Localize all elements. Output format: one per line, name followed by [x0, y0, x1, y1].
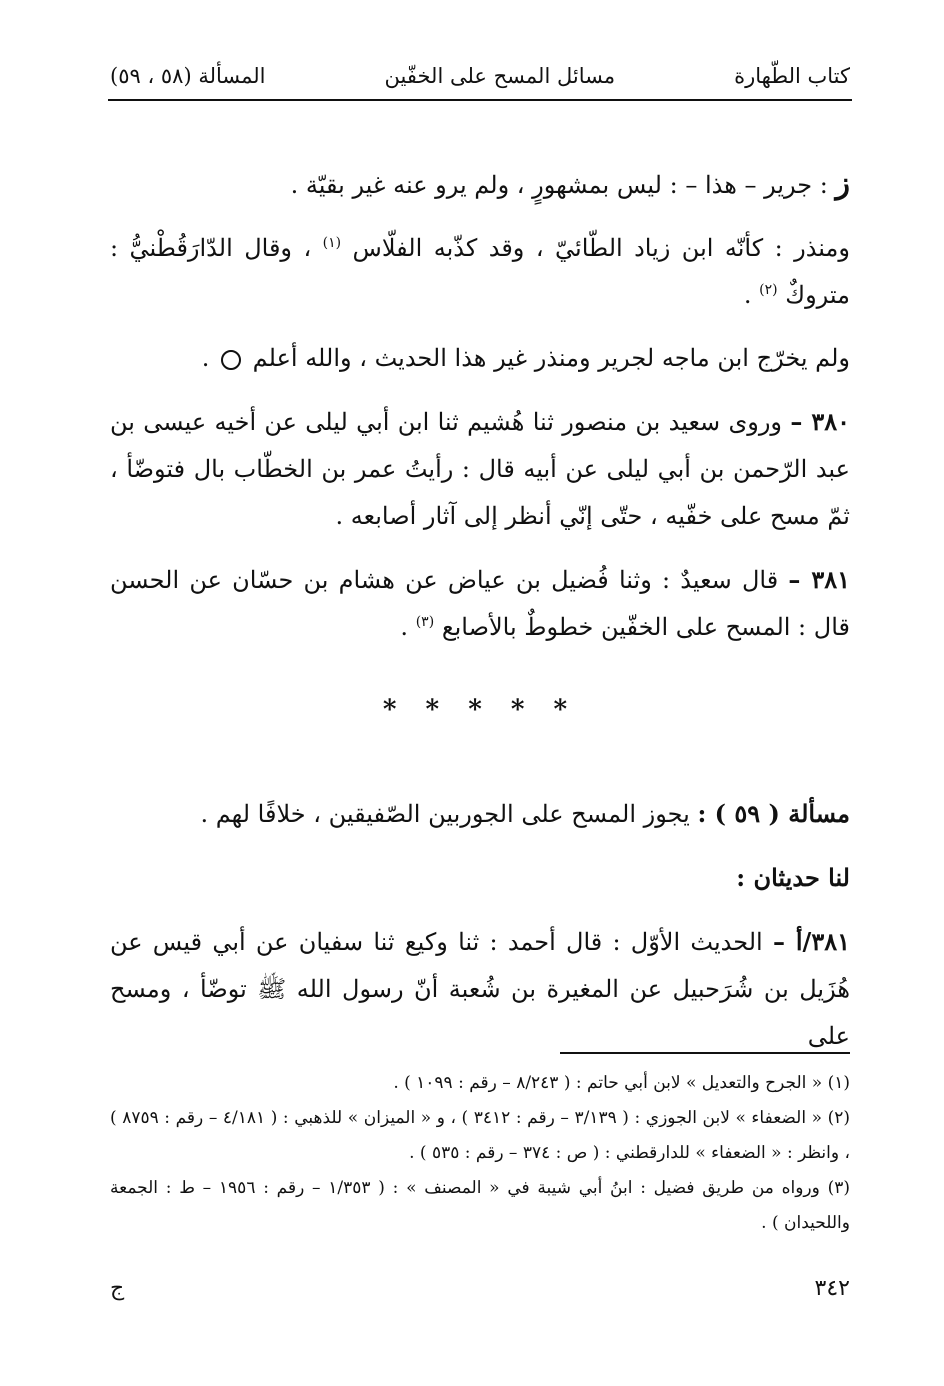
page-number: ٣٤٢: [814, 1275, 850, 1301]
paragraph-zawaid: [110, 160, 850, 209]
paragraph-text: ومنذر : كأنّه ابن زياد الطّائيّ ، وقد كذّبه الفلّاس: [352, 234, 850, 262]
issue-text: يجوز المسح على الجوربين الصّفيقين ، خلافًا لهم .: [200, 800, 690, 828]
footnote-ref-3: (٣): [415, 614, 435, 630]
hadith-number: ٣٨٠ –: [790, 407, 850, 436]
section-separator: * * * * *: [382, 695, 578, 725]
issue-59: [110, 790, 850, 838]
paragraph-text: .: [201, 344, 210, 372]
paragraph-text: .: [743, 281, 752, 309]
header-issue-range: المسألة (٥٨ ، ٥٩): [110, 64, 266, 88]
subheading: لنا حديثان :: [736, 863, 850, 892]
hadith-text: وروى سعيد بن منصور ثنا هُشيم ثنا ابن أبي ليلى عن أخيه عيسى بن عبد الرّحمن بن أبي ليلى عن أبيه قال : رأيتُ عمر بن الخطّاب بال فتوضّأ ، ثمّ مسح على خفّيه ، حتّى إنّي أنظر إلى آثار أصابعه .: [110, 408, 850, 530]
header-book-title: كتاب الطّهارة: [734, 64, 850, 88]
footnote-2: (٢) « الضعفاء » لابن الجوزي : ( ٣/١٣٩ – رقم : ٣٤١٢ ) ، و « الميزان » للذهبي : ( ٤/١٨١ – رقم : ٨٧٥٩ ) ، وانظر : « الضعفاء » للدارقطني : ( ص : ٣٧٤ – رقم : ٥٣٥ ) .: [110, 1108, 850, 1163]
paragraph-text: ، وقال الدّارَقُطْنيُّ : متروكٌ: [110, 234, 850, 309]
end-circle-icon: [221, 350, 241, 370]
hadith-381: [110, 556, 850, 651]
paragraph-mundhir: [110, 225, 850, 319]
footnote-rule: [560, 1052, 850, 1054]
header-chapter-title: مسائل المسح على الخفّين: [384, 64, 616, 88]
paragraph-text: : جرير – هذا – : ليس بمشهورٍ ، ولم يرو عنه غير بقيّة .: [290, 171, 828, 199]
footnote-3: (٣) ورواه من طريق فضيل : ابنُ أبي شيبة في « المصنف » : ( ١/٣٥٣ – رقم : ١٩٥٦ – ط : الجمعة واللحيدان ) .: [110, 1178, 851, 1233]
footnote-ref-2: (٢): [759, 282, 778, 298]
paragraph-text: .: [400, 613, 409, 641]
issue-label: مسألة ( ٥٩ ) :: [697, 799, 850, 828]
footnotes: [110, 1066, 850, 1241]
hadith-number: ٣٨١/أ –: [772, 927, 850, 956]
main-text: [110, 160, 850, 1076]
running-header: [110, 56, 850, 96]
zawaid-marker: ز: [835, 166, 850, 201]
hadith-number: ٣٨١ –: [788, 565, 850, 594]
page-footer: [110, 1268, 850, 1308]
signature-mark: ج: [110, 1275, 125, 1301]
hadith-381a: [110, 918, 850, 1060]
hadith-380: [110, 398, 850, 540]
hadith-text: الحديث الأوّل : قال أحمد : ثنا وكيع ثنا سفيان عن أبي قيس عن هُزَيل بن شُرَحبيل عن المغيرة بن شُعبة أنّ رسول الله ﷺ توضّأ ، ومسح على: [110, 928, 850, 1050]
header-rule: [108, 99, 852, 101]
hadith-text: قال سعيدٌ : وثنا فُضيل بن عياض عن هشام بن حسّان عن الحسن قال : المسح على الخفّين خطوطٌ بالأصابع: [110, 566, 850, 641]
two-hadiths-heading: [110, 854, 850, 902]
footnote-1: (١) « الجرح والتعديل » لابن أبي حاتم : ( ٨/٢٤٣ – رقم : ١٠٩٩ ) .: [393, 1073, 850, 1093]
paragraph-ibn-majah: [110, 335, 850, 382]
paragraph-text: ولم يخرّج ابن ماجه لجرير ومنذر غير هذا الحديث ، والله أعلم: [252, 344, 850, 372]
footnote-ref-1: (١): [322, 235, 342, 251]
